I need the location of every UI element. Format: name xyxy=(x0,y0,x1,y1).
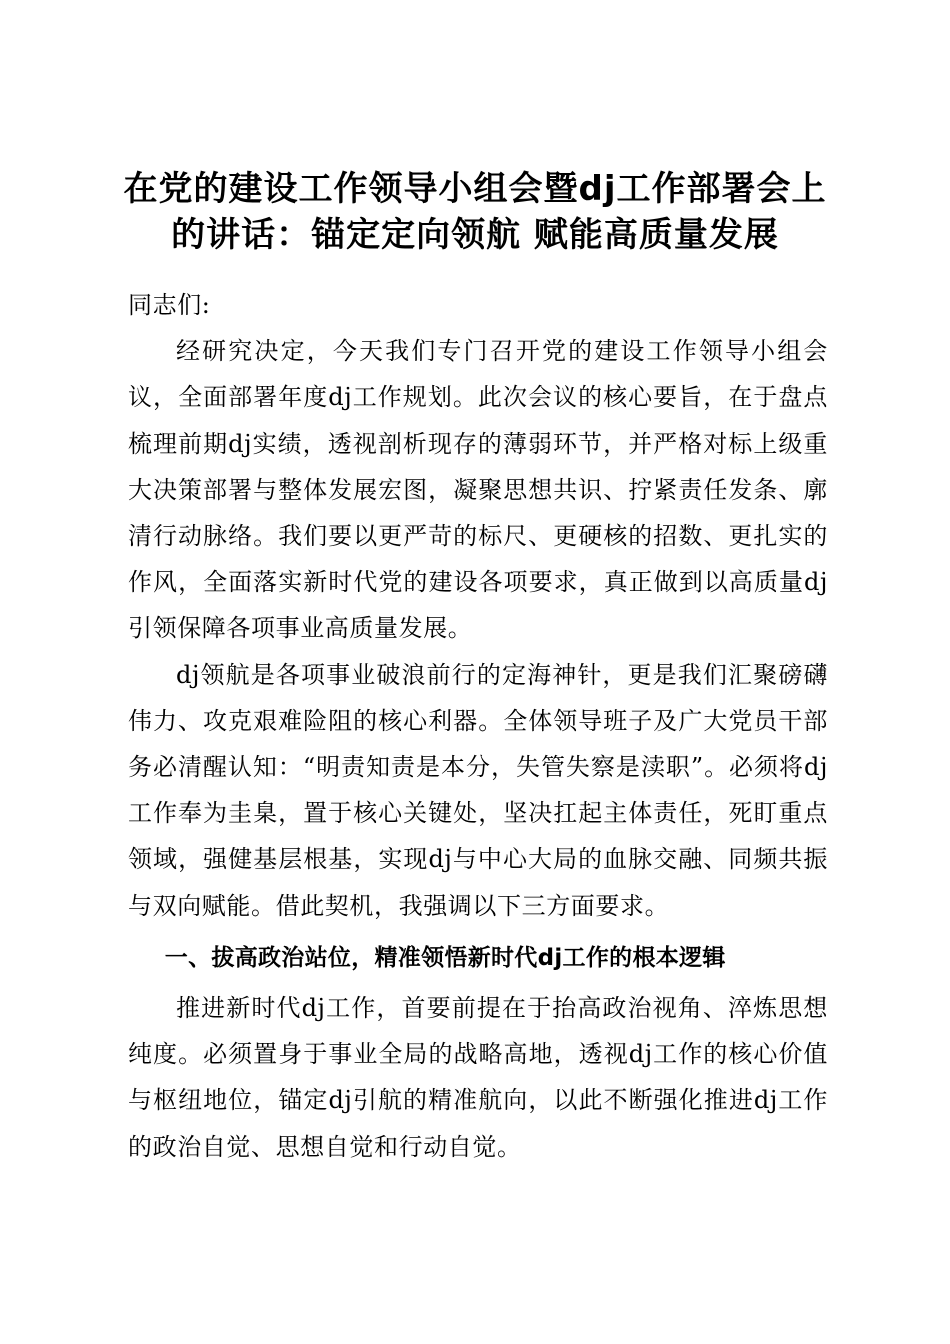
paragraph-1: 经研究决定，今天我们专门召开党的建设工作领导小组会议，全面部署年度dj工作规划。此次会议的核心要旨，在于盘点梳理前期dj实绩，透视剖析现存的薄弱环节，并严格对标上级重大决策部署与整体发展宏图，凝聚思想共识、拧紧责任发条、廓清行动脉络。我们要以更严苛的标尺、更硬核的招数、更扎实的作风，全面落实新时代党的建设各项要求，真正做到以高质量dj引领保障各项事业高质量发展。 xyxy=(128,337,828,643)
section-paragraph-1: 推进新时代dj工作，首要前提在于抬高政治视角、淬炼思想纯度。必须置身于事业全局的战略高地，透视dj工作的核心价值与枢纽地位，锚定dj引航的精准航向，以此不断强化推进dj工作的政治自觉、思想自觉和行动自觉。 xyxy=(128,994,828,1161)
document-title: 在党的建设工作领导小组会暨dj工作部署会上的讲话：锚定定向领航 赋能高质量发展 xyxy=(123,169,827,255)
document-body xyxy=(128,282,828,1170)
salutation: 同志们: xyxy=(128,291,211,319)
paragraph-2: dj领航是各项事业破浪前行的定海神针，更是我们汇聚磅礴伟力、攻克艰难险阻的核心利器。全体领导班子及广大党员干部务必清醒认知：“明责知责是本分，失管失察是渎职”。必须将dj工作奉为圭臬，置于核心关键处，坚决扛起主体责任，死盯重点领域，强健基层根基，实现dj与中心大局的血脉交融、同频共振与双向赋能。借此契机，我强调以下三方面要求。 xyxy=(128,660,828,920)
section-heading: 一、拔高政治站位，精准领悟新时代dj工作的根本逻辑 xyxy=(164,944,726,971)
